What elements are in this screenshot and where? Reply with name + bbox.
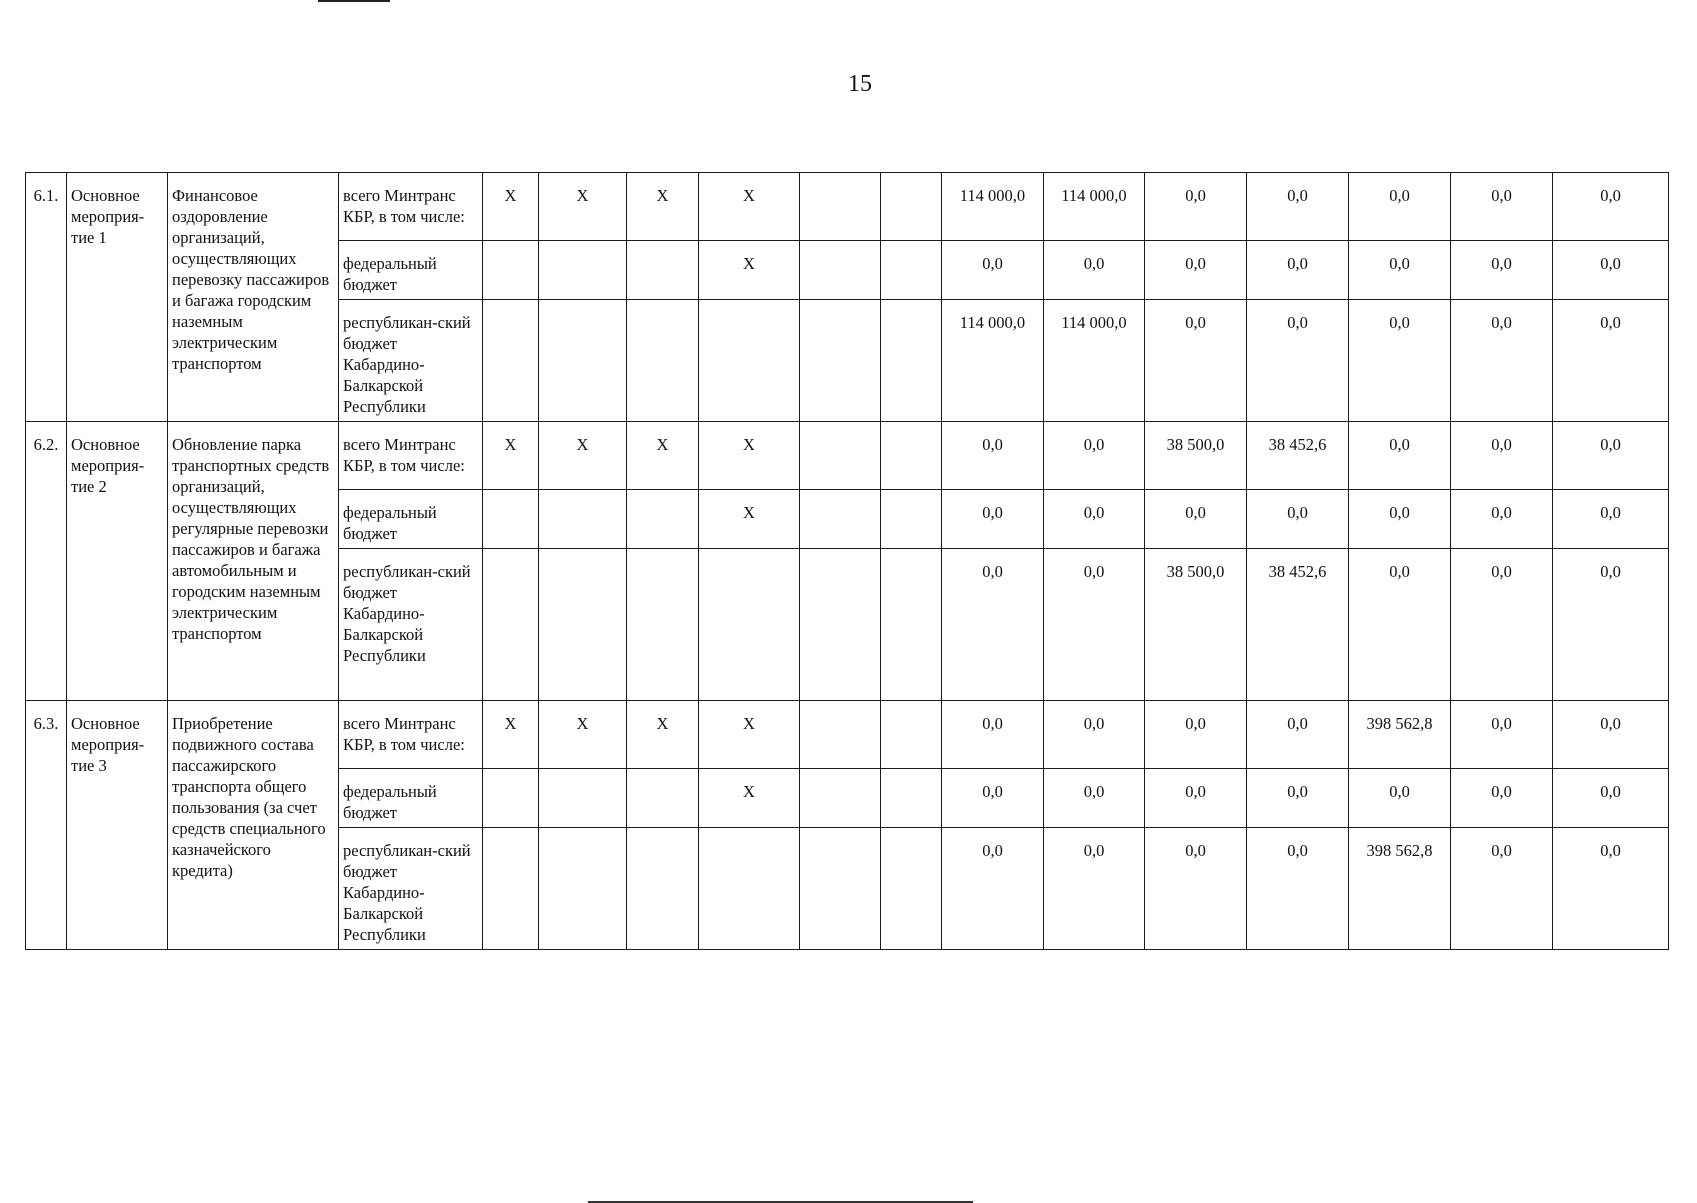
mark-cell [699,549,800,701]
mark-cell [483,241,539,300]
mark-cell [483,828,539,950]
mark-cell [483,490,539,549]
value-cell: 0,0 [1145,769,1247,828]
mark-cell [881,173,942,241]
value-cell: 0,0 [1451,241,1553,300]
event-name-cell: Финансовое оздоровление организаций, осуществляющих перевозку пассажиров и багажа городским наземным электрическим транспортом [168,173,339,422]
funding-source-cell: федеральный бюджет [339,241,483,300]
value-cell: 0,0 [942,549,1044,701]
mark-cell [539,769,627,828]
funding-source-cell: всего Минтранс КБР, в том числе: [339,701,483,769]
funding-source-cell: республикан-ский бюджет Кабардино-Балкарской Республики [339,549,483,701]
value-cell: 0,0 [1553,769,1669,828]
mark-cell [627,300,699,422]
mark-cell [699,828,800,950]
value-cell: 0,0 [1145,173,1247,241]
mark-cell [539,241,627,300]
mark-cell: X [699,490,800,549]
mark-cell [627,769,699,828]
value-cell: 0,0 [1349,549,1451,701]
mark-cell [800,490,881,549]
funding-source-cell: республикан-ский бюджет Кабардино-Балкарской Республики [339,300,483,422]
mark-cell [881,701,942,769]
value-cell: 0,0 [1145,828,1247,950]
funding-source-cell: федеральный бюджет [339,490,483,549]
mark-cell [627,241,699,300]
value-cell: 0,0 [1145,490,1247,549]
value-cell: 0,0 [1044,549,1145,701]
value-cell: 0,0 [1553,422,1669,490]
event-type-cell: Основное мероприя-тие 2 [67,422,168,701]
value-cell: 0,0 [1044,422,1145,490]
value-cell: 38 452,6 [1247,549,1349,701]
value-cell: 0,0 [1247,173,1349,241]
value-cell: 398 562,8 [1349,828,1451,950]
mark-cell [539,828,627,950]
mark-cell [483,300,539,422]
mark-cell [800,300,881,422]
budget-table [25,172,1669,950]
table-row [26,701,1669,769]
mark-cell: X [539,422,627,490]
value-cell: 0,0 [942,490,1044,549]
value-cell: 0,0 [1451,300,1553,422]
value-cell: 0,0 [1553,490,1669,549]
mark-cell [800,422,881,490]
value-cell: 0,0 [1247,828,1349,950]
table-body [26,173,1669,950]
mark-cell [539,300,627,422]
mark-cell [881,422,942,490]
mark-cell [881,241,942,300]
value-cell: 0,0 [1044,701,1145,769]
value-cell: 114 000,0 [1044,173,1145,241]
value-cell: 0,0 [1553,701,1669,769]
mark-cell [539,549,627,701]
value-cell: 0,0 [1349,490,1451,549]
top-rule [318,0,390,2]
value-cell: 398 562,8 [1349,701,1451,769]
mark-cell [881,828,942,950]
mark-cell: X [699,701,800,769]
value-cell: 0,0 [1247,241,1349,300]
event-name-cell: Приобретение подвижного состава пассажирского транспорта общего пользования (за счет средств специального казначейского кредита) [168,701,339,950]
value-cell: 0,0 [1349,769,1451,828]
page-number: 15 [848,71,872,97]
mark-cell [483,549,539,701]
value-cell: 114 000,0 [942,173,1044,241]
value-cell: 0,0 [1553,828,1669,950]
mark-cell: X [483,422,539,490]
mark-cell: X [483,173,539,241]
event-type-cell: Основное мероприя-тие 1 [67,173,168,422]
funding-source-cell: всего Минтранс КБР, в том числе: [339,422,483,490]
mark-cell: X [699,422,800,490]
mark-cell [800,173,881,241]
value-cell: 0,0 [1247,701,1349,769]
value-cell: 0,0 [1044,490,1145,549]
mark-cell [800,828,881,950]
mark-cell [881,769,942,828]
value-cell: 38 500,0 [1145,549,1247,701]
mark-cell: X [699,769,800,828]
value-cell: 0,0 [942,241,1044,300]
mark-cell: X [699,241,800,300]
value-cell: 114 000,0 [1044,300,1145,422]
value-cell: 0,0 [1247,490,1349,549]
value-cell: 0,0 [942,422,1044,490]
mark-cell: X [539,701,627,769]
value-cell: 0,0 [1451,422,1553,490]
mark-cell [800,549,881,701]
mark-cell [627,490,699,549]
mark-cell: X [483,701,539,769]
value-cell: 0,0 [1349,241,1451,300]
value-cell: 0,0 [1044,828,1145,950]
mark-cell [699,300,800,422]
row-index: 6.3. [26,701,67,950]
mark-cell [627,828,699,950]
mark-cell [881,490,942,549]
funding-source-cell: федеральный бюджет [339,769,483,828]
mark-cell: X [699,173,800,241]
value-cell: 0,0 [1044,241,1145,300]
mark-cell [800,769,881,828]
mark-cell [627,549,699,701]
mark-cell: X [627,173,699,241]
row-index: 6.1. [26,173,67,422]
value-cell: 0,0 [1451,701,1553,769]
table-row [26,422,1669,490]
value-cell: 0,0 [1553,173,1669,241]
value-cell: 0,0 [1451,490,1553,549]
value-cell: 0,0 [1247,300,1349,422]
mark-cell: X [539,173,627,241]
funding-source-cell: республикан-ский бюджет Кабардино-Балкарской Республики [339,828,483,950]
mark-cell [800,241,881,300]
row-index: 6.2. [26,422,67,701]
value-cell: 0,0 [1145,300,1247,422]
value-cell: 38 452,6 [1247,422,1349,490]
value-cell: 0,0 [1044,769,1145,828]
mark-cell: X [627,422,699,490]
value-cell: 0,0 [1451,769,1553,828]
value-cell: 0,0 [1451,173,1553,241]
value-cell: 0,0 [1553,549,1669,701]
mark-cell [483,769,539,828]
value-cell: 0,0 [1451,828,1553,950]
value-cell: 0,0 [1451,549,1553,701]
value-cell: 38 500,0 [1145,422,1247,490]
value-cell: 0,0 [1145,241,1247,300]
mark-cell [539,490,627,549]
value-cell: 0,0 [1553,241,1669,300]
event-type-cell: Основное мероприя-тие 3 [67,701,168,950]
table-row [26,173,1669,241]
mark-cell [881,300,942,422]
mark-cell: X [627,701,699,769]
mark-cell [881,549,942,701]
mark-cell [800,701,881,769]
value-cell: 0,0 [942,769,1044,828]
value-cell: 0,0 [1349,422,1451,490]
value-cell: 0,0 [942,828,1044,950]
value-cell: 0,0 [1553,300,1669,422]
funding-source-cell: всего Минтранс КБР, в том числе: [339,173,483,241]
event-name-cell: Обновление парка транспортных средств организаций, осуществляющих регулярные перевозки пассажиров и багажа автомобильным и городским наземным электрическим транспортом [168,422,339,701]
value-cell: 0,0 [1145,701,1247,769]
value-cell: 0,0 [1349,300,1451,422]
value-cell: 0,0 [1349,173,1451,241]
value-cell: 0,0 [1247,769,1349,828]
value-cell: 114 000,0 [942,300,1044,422]
value-cell: 0,0 [942,701,1044,769]
